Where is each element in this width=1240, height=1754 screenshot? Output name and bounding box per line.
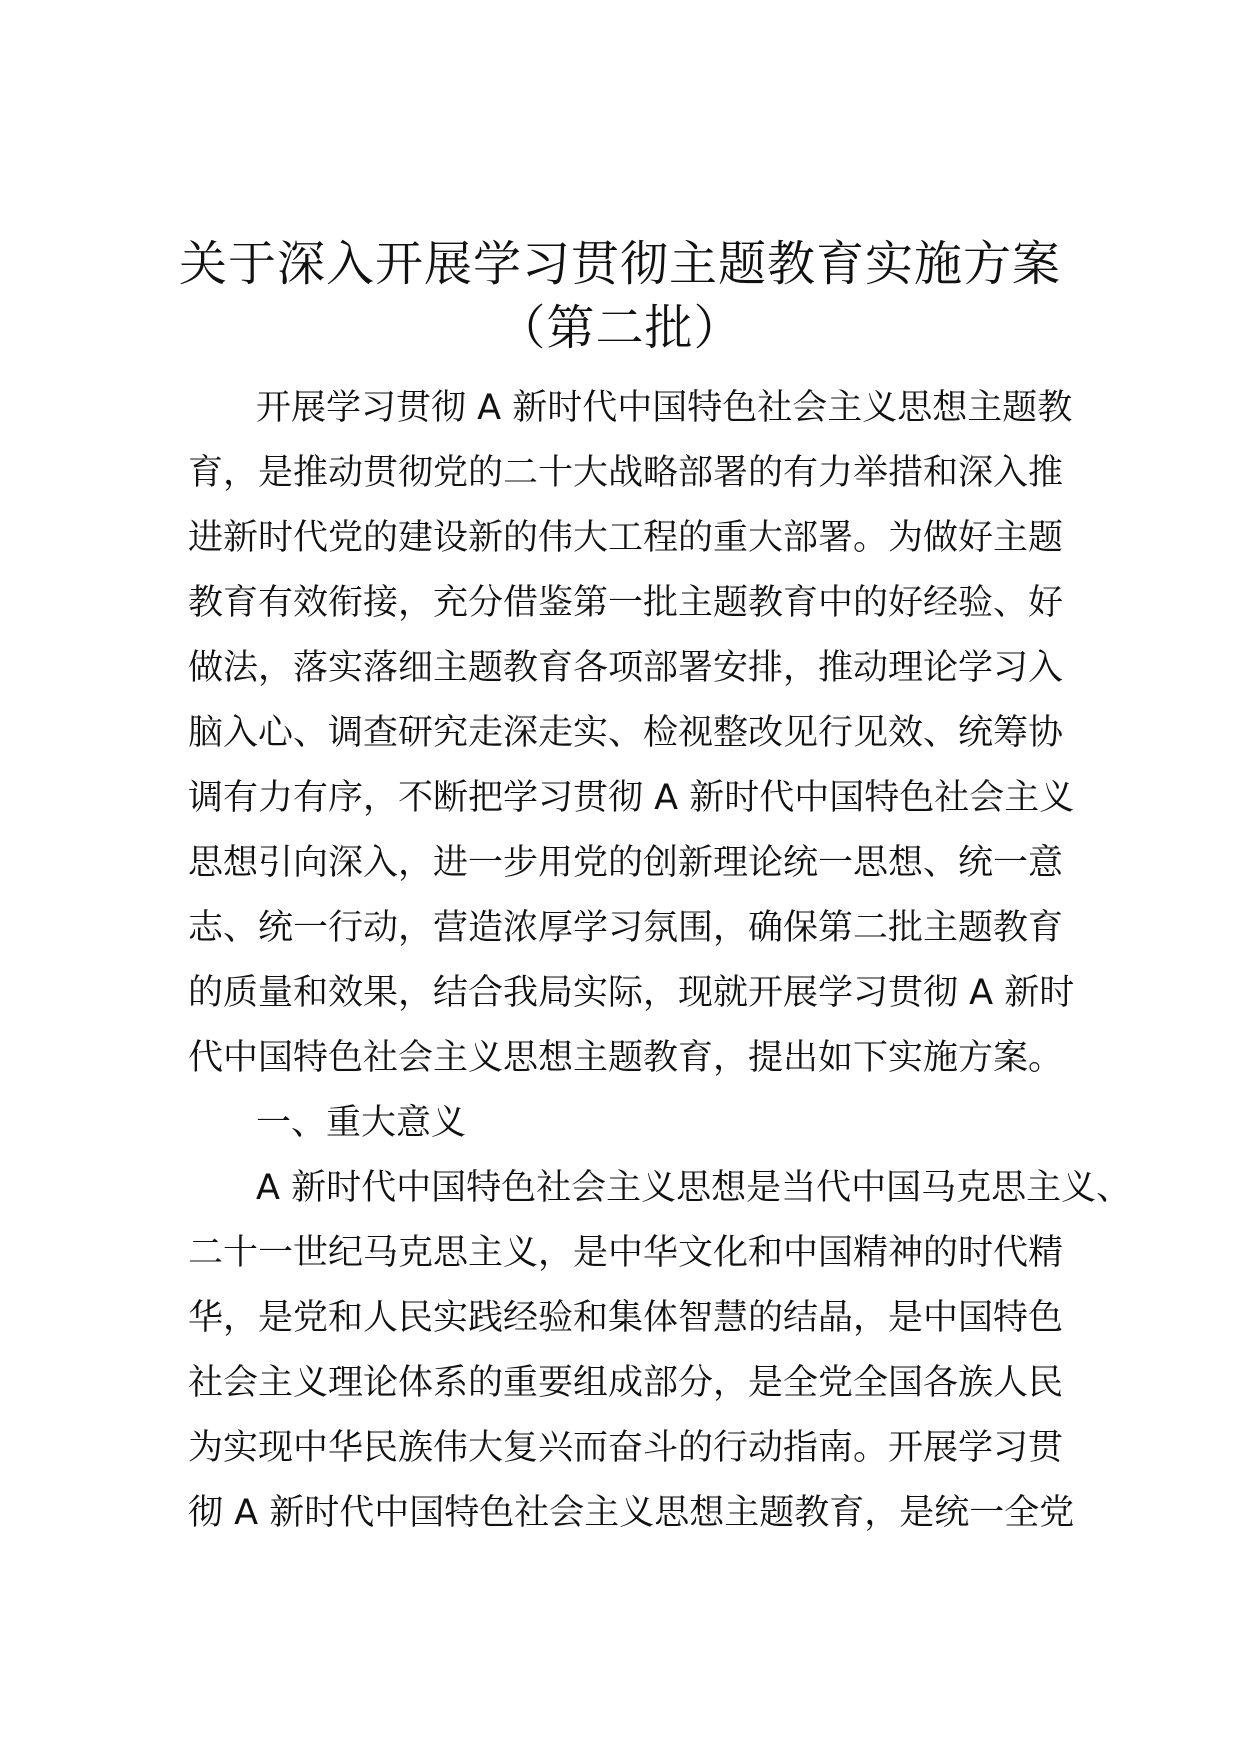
paragraph-line: 脑入心、调查研究走深走实、检视整改见行见效、统筹协 — [188, 713, 1064, 753]
paragraph-line: 为实现中华民族伟大复兴而奋斗的行动指南。开展学习贯 — [188, 1428, 1064, 1468]
paragraph-line: 二十一世纪马克思主义，是中华文化和中国精神的时代精 — [188, 1233, 1064, 1273]
document-subtitle: （第二批） — [497, 300, 743, 356]
paragraph-line: 调有力有序，不断把学习贯彻 A 新时代中国特色社会主义 — [188, 778, 1075, 818]
document-title: 关于深入开展学习贯彻主题教育实施方案 — [178, 236, 1061, 292]
paragraph-line: 的质量和效果，结合我局实际，现就开展学习贯彻 A 新时 — [188, 973, 1075, 1013]
paragraph-line: 社会主义理论体系的重要组成部分，是全党全国各族人民 — [188, 1363, 1064, 1403]
paragraph-line: A 新时代中国特色社会主义思想是当代中国马克思主义、 — [256, 1168, 1132, 1208]
section-heading: 一、重大意义 — [256, 1103, 467, 1143]
paragraph-intro — [188, 376, 1075, 1091]
paragraph-line: 志、统一行动，营造浓厚学习氛围，确保第二批主题教育 — [188, 908, 1064, 948]
paragraph-line: 思想引向深入，进一步用党的创新理论统一思想、统一意 — [188, 843, 1064, 883]
paragraph-line: 彻 A 新时代中国特色社会主义思想主题教育，是统一全党 — [188, 1493, 1075, 1533]
paragraph-significance — [188, 1156, 1132, 1546]
paragraph-line: 进新时代党的建设新的伟大工程的重大部署。为做好主题 — [188, 518, 1064, 558]
paragraph-line: 华，是党和人民实践经验和集体智慧的结晶，是中国特色 — [188, 1298, 1064, 1338]
document-body — [188, 376, 1132, 1546]
paragraph-line: 开展学习贯彻 A 新时代中国特色社会主义思想主题教 — [256, 388, 1073, 428]
paragraph-line: 代中国特色社会主义思想主题教育，提出如下实施方案。 — [188, 1038, 1064, 1078]
paragraph-line: 育，是推动贯彻党的二十大战略部署的有力举措和深入推 — [188, 453, 1064, 493]
paragraph-line: 做法，落实落细主题教育各项部署安排，推动理论学习入 — [188, 648, 1064, 688]
paragraph-line: 教育有效衔接，充分借鉴第一批主题教育中的好经验、好 — [188, 583, 1064, 623]
